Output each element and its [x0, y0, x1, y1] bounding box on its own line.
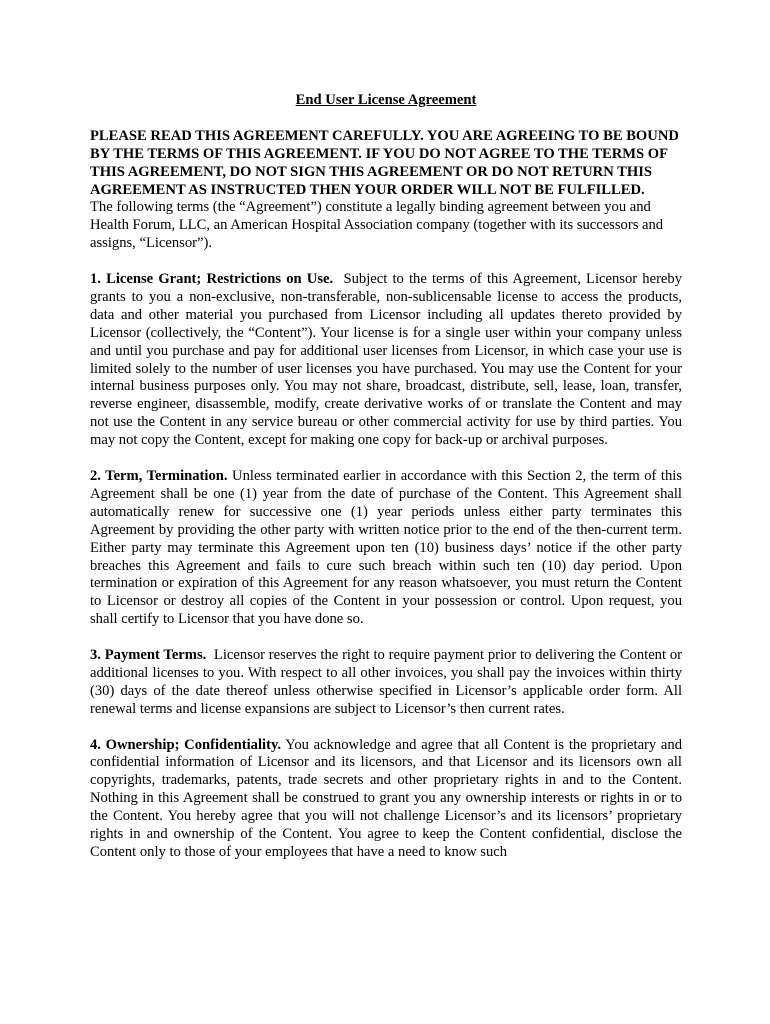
intro-body-text: The following terms (the “Agreement”) constitute a legally binding agreement between you and Health Forum, LLC, an American Hospital Association company (together with its successors and assigns, “Licensor”).: [90, 199, 664, 252]
section-1-heading: 1. License Grant; Restrictions on Use.: [90, 271, 334, 288]
section-3-paragraph: [90, 647, 682, 719]
section-1-body: Subject to the terms of this Agreement, Licensor hereby grants to you a non-exclusive, non-transferable, non-sublicensable license to access the products, data and other material you purchased from Licensor including all updates thereto provided by Licensor (collectively, the “Content”). Your license is for a single user within your company unless and until you purchase and pay for additional user licenses from Licensor, in which case your use is limited solely to the number of user licenses you have purchased. You may use the Content for your internal business purposes only. You may not share, broadcast, distribute, sell, lease, loan, transfer, reverse engineer, disassemble, modify, create derivative works of or translate the Content and may not use the Content in any service bureau or other commercial activity for use by third parties. You may not copy the Content, except for making one copy for back-up or archival purposes.: [90, 271, 682, 449]
section-1-paragraph: [90, 271, 682, 450]
section-2-heading: 2. Term, Termination.: [90, 467, 228, 484]
section-2-body: Unless terminated earlier in accordance with this Section 2, the term of this Agreement shall be one (1) year from the date of purchase of the Content. This Agreement shall automatically renew for successive one (1) year periods unless either party terminates this Agreement by providing the other party with written notice prior to the end of the then-current term. Either party may terminate this Agreement upon ten (10) business days’ notice if the other party breaches this Agreement and fails to cure such breach within such ten (10) day period. Upon termination or expiration of this Agreement for any reason whatsoever, you must return the Content to Licensor or destroy all copies of the Content in your possession or control. Upon request, you shall certify to Licensor that you have done so.: [90, 467, 682, 628]
section-4-heading: 4. Ownership; Confidentiality.: [90, 736, 282, 753]
section-2-paragraph: [90, 468, 682, 629]
document-title: End User License Agreement: [295, 92, 477, 108]
section-3-heading: 3. Payment Terms.: [90, 647, 207, 664]
section-3-body: Licensor reserves the right to require payment prior to delivering the Content or additional licenses to you. With respect to all other invoices, you shall pay the invoices within thirty (30) days of the date thereof unless otherwise specified in Licensor’s applicable order form. All renewal terms and license expansions are subject to Licensor’s then current rates.: [90, 647, 683, 717]
document-page: [90, 92, 682, 880]
section-4-body: You acknowledge and agree that all Content is the proprietary and confidential information of Licensor and its licensors, and that Licensor and its licensors own all copyrights, trademarks, patents, trade secrets and other proprietary rights in and to the Content. Nothing in this Agreement shall be construed to grant you any ownership interests or rights in or to the Content. You hereby agree that you will not challenge Licensor’s and its licensors’ proprietary rights in and ownership of the Content. You agree to keep the Content confidential, disclose the Content only to those of your employees that have a need to know such: [90, 736, 683, 860]
intro-paragraph: [90, 128, 682, 253]
section-4-paragraph: [90, 737, 682, 862]
intro-bold-text: PLEASE READ THIS AGREEMENT CAREFULLY. YOU ARE AGREEING TO BE BOUND BY THE TERMS OF THIS AGREEMENT. IF YOU DO NOT AGREE TO THE TERMS OF THIS AGREEMENT, DO NOT SIGN THIS AGREEMENT OR DO NOT RETURN THIS AGREEMENT AS INSTRUCTED THEN YOUR ORDER WILL NOT BE FULFILLED.: [90, 127, 679, 198]
